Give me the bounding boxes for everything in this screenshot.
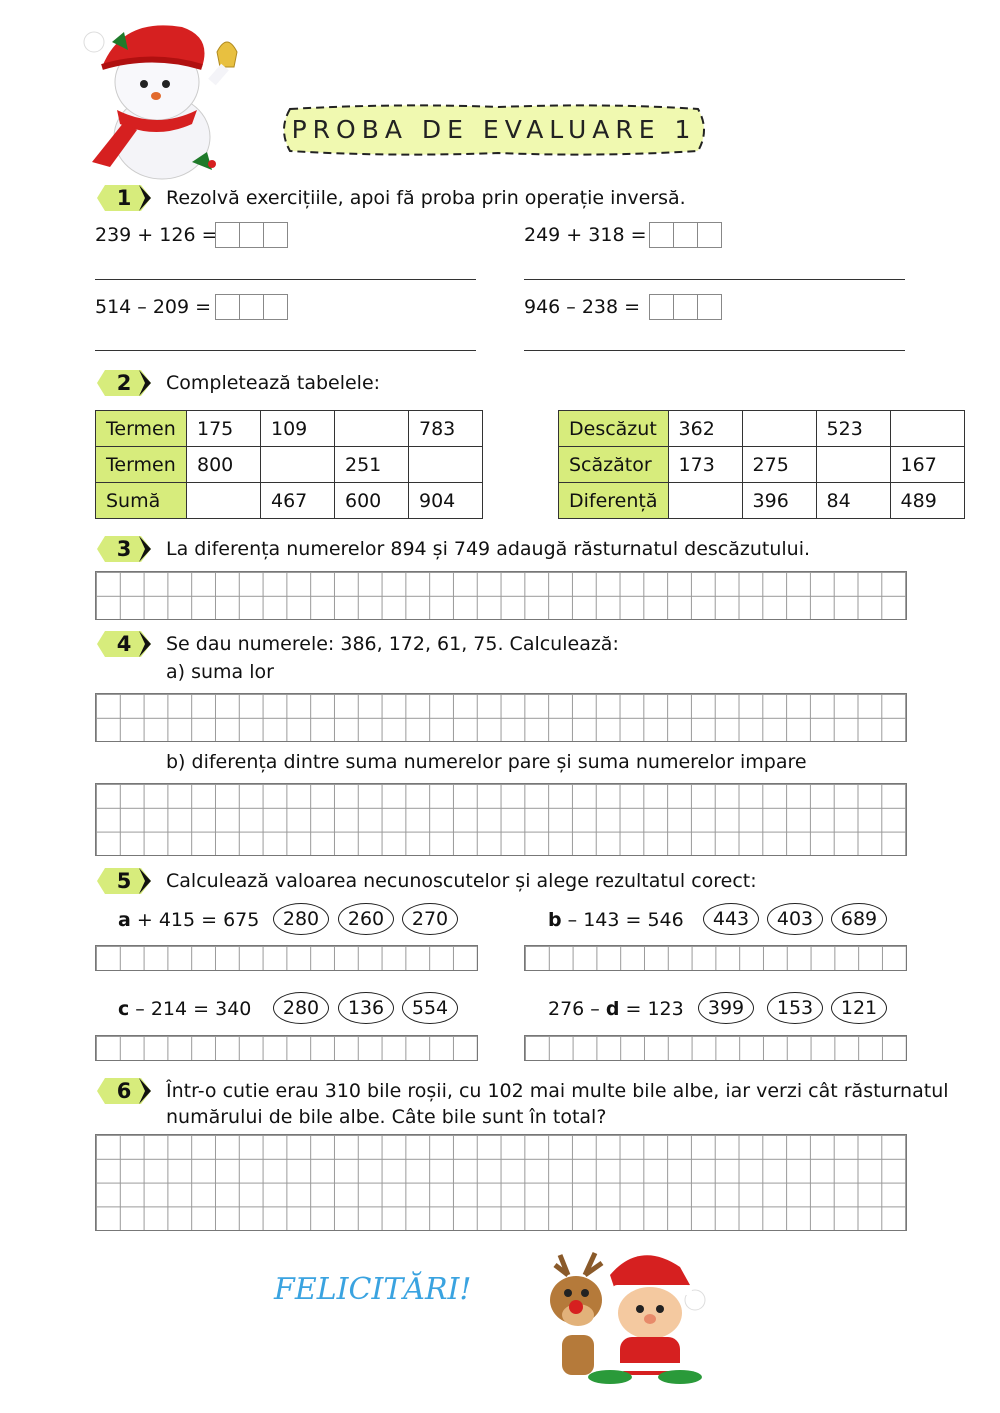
equation-c: c – 214 = 340: [118, 998, 252, 1020]
table-cell[interactable]: 783: [409, 411, 483, 447]
unknown-variable: d: [605, 998, 620, 1020]
table-cell[interactable]: 109: [261, 411, 335, 447]
table-row-label: Termen: [96, 447, 187, 483]
work-grid-6[interactable]: [95, 1134, 907, 1231]
page-title: PROBA DE EVALUARE 1: [291, 115, 697, 144]
table-cell[interactable]: 600: [335, 483, 409, 519]
operation-3: 514 – 209 =: [95, 296, 212, 318]
closing-message: FELICITĂRI!: [274, 1272, 472, 1307]
option-d-3[interactable]: 121: [831, 992, 887, 1024]
table-cell[interactable]: 800: [187, 447, 261, 483]
option-c-3[interactable]: 554: [402, 992, 458, 1024]
option-a-2[interactable]: 260: [338, 903, 394, 935]
unknown-variable: c: [118, 998, 130, 1020]
addition-table: [95, 410, 483, 519]
exercise-1-badge: 1: [95, 183, 153, 213]
exercise-2-instruction: Completează tabelele:: [166, 372, 381, 394]
table-cell[interactable]: 173: [668, 447, 742, 483]
table-row-label: Scăzător: [559, 447, 669, 483]
table-cell[interactable]: [890, 411, 964, 447]
option-d-2[interactable]: 153: [767, 992, 823, 1024]
unknown-variable: a: [118, 909, 131, 931]
proof-line-2[interactable]: [524, 279, 905, 280]
unknown-variable: b: [548, 909, 562, 931]
exercise-2-badge: 2: [95, 368, 153, 398]
answer-boxes-2[interactable]: [649, 222, 722, 248]
table-cell[interactable]: 489: [890, 483, 964, 519]
table-cell[interactable]: 84: [816, 483, 890, 519]
exercise-4-instruction: Se dau numerele: 386, 172, 61, 75. Calculează:: [166, 633, 619, 655]
table-cell[interactable]: [816, 447, 890, 483]
table-cell[interactable]: [335, 411, 409, 447]
option-a-3[interactable]: 270: [402, 903, 458, 935]
equation-b: b – 143 = 546: [548, 909, 684, 931]
exercise-5-instruction: Calculează valoarea necunoscutelor și alege rezultatul corect:: [166, 870, 757, 892]
exercise-1-instruction: Rezolvă exercițiile, apoi fă proba prin operație inversă.: [166, 187, 686, 209]
operation-1: 239 + 126 =: [95, 224, 218, 246]
exercise-6-badge: 6: [95, 1076, 153, 1106]
table-row-label: Descăzut: [559, 411, 669, 447]
proof-line-1[interactable]: [95, 279, 476, 280]
exercise-5-badge: 5: [95, 866, 153, 896]
option-c-2[interactable]: 136: [338, 992, 394, 1024]
work-grid-5c[interactable]: [95, 1035, 478, 1061]
snowman-illustration: [62, 12, 252, 182]
answer-boxes-1[interactable]: [215, 222, 288, 248]
exercise-3-badge: 3: [95, 534, 153, 564]
work-grid-4b[interactable]: [95, 783, 907, 856]
reindeer-elf-illustration: [540, 1245, 710, 1385]
table-cell[interactable]: [668, 483, 742, 519]
table-cell[interactable]: 523: [816, 411, 890, 447]
exercise-6-text-line-1: Într-o cutie erau 310 bile roșii, cu 102 mai multe bile albe, iar verzi cât răsturnatul: [166, 1080, 949, 1102]
table-cell[interactable]: 467: [261, 483, 335, 519]
table-cell[interactable]: 904: [409, 483, 483, 519]
equation-a: a + 415 = 675: [118, 909, 260, 931]
operation-4: 946 – 238 =: [524, 296, 641, 318]
answer-boxes-3[interactable]: [215, 294, 288, 320]
exercise-4-badge: 4: [95, 629, 153, 659]
exercise-4-part-b: b) diferența dintre suma numerelor pare și suma numerelor impare: [166, 751, 807, 773]
option-b-3[interactable]: 689: [831, 903, 887, 935]
table-cell[interactable]: [742, 411, 816, 447]
table-cell[interactable]: 251: [335, 447, 409, 483]
table-row-label: Sumă: [96, 483, 187, 519]
equation-d: 276 – d = 123: [548, 998, 684, 1020]
subtraction-table: [558, 410, 965, 519]
work-grid-3[interactable]: [95, 571, 907, 620]
option-d-1[interactable]: 399: [698, 992, 754, 1024]
table-cell[interactable]: 396: [742, 483, 816, 519]
title-banner: [278, 101, 710, 159]
proof-line-3[interactable]: [95, 350, 476, 351]
work-grid-5d[interactable]: [524, 1035, 907, 1061]
table-cell[interactable]: 167: [890, 447, 964, 483]
exercise-3-instruction: La diferența numerelor 894 și 749 adaugă răsturnatul descăzutului.: [166, 538, 811, 560]
table-cell[interactable]: 362: [668, 411, 742, 447]
exercise-4-part-a: a) suma lor: [166, 661, 274, 683]
answer-boxes-4[interactable]: [649, 294, 722, 320]
work-grid-5a[interactable]: [95, 945, 478, 971]
table-cell[interactable]: [409, 447, 483, 483]
table-row-label: Diferență: [559, 483, 669, 519]
table-cell[interactable]: [261, 447, 335, 483]
option-b-1[interactable]: 443: [703, 903, 759, 935]
table-cell[interactable]: [187, 483, 261, 519]
option-a-1[interactable]: 280: [273, 903, 329, 935]
exercise-6-text-line-2: numărului de bile albe. Câte bile sunt în total?: [166, 1106, 607, 1128]
table-cell[interactable]: 275: [742, 447, 816, 483]
option-b-2[interactable]: 403: [767, 903, 823, 935]
proof-line-4[interactable]: [524, 350, 905, 351]
table-cell[interactable]: 175: [187, 411, 261, 447]
work-grid-5b[interactable]: [524, 945, 907, 971]
option-c-1[interactable]: 280: [273, 992, 329, 1024]
table-row-label: Termen: [96, 411, 187, 447]
work-grid-4a[interactable]: [95, 693, 907, 742]
operation-2: 249 + 318 =: [524, 224, 647, 246]
